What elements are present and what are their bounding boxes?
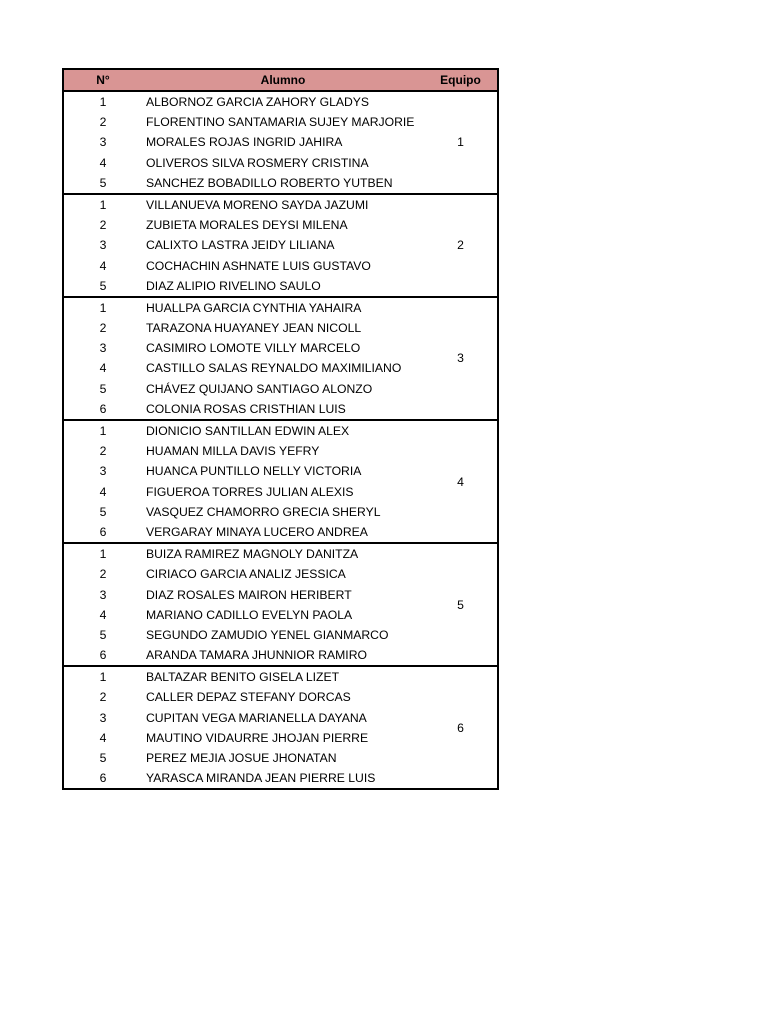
student-name: ZUBIETA MORALES DEYSI MILENA: [146, 218, 348, 233]
team-group: [64, 544, 497, 667]
student-name: CASTILLO SALAS REYNALDO MAXIMILIANO: [146, 361, 402, 376]
table-row: [64, 667, 424, 687]
student-number: 3: [99, 587, 107, 602]
student-name: CHÁVEZ QUIJANO SANTIAGO ALONZO: [146, 381, 373, 396]
team-group: [64, 298, 497, 421]
team-group: [64, 195, 497, 298]
student-name: BALTAZAR BENITO GISELA LIZET: [146, 670, 340, 685]
student-name: CALIXTO LASTRA JEIDY LILIANA: [146, 238, 335, 253]
header-number: N°: [96, 73, 110, 87]
team-roster-table: [62, 68, 499, 790]
table-row: [64, 441, 424, 461]
team-group-rows: [64, 195, 424, 296]
student-name: ALBORNOZ GARCIA ZAHORY GLADYS: [146, 95, 370, 109]
student-name: CALLER DEPAZ STEFANY DORCAS: [146, 690, 351, 705]
student-number: 2: [99, 115, 107, 130]
student-name: PEREZ MEJIA JOSUE JHONATAN: [146, 751, 337, 765]
student-number: 5: [99, 175, 107, 190]
student-name: CIRIACO GARCIA ANALIZ JESSICA: [146, 567, 346, 582]
team-group: [64, 92, 497, 195]
student-number: 2: [99, 321, 107, 336]
student-name: MAUTINO VIDAURRE JHOJAN PIERRE: [146, 730, 369, 745]
student-number: 4: [99, 361, 107, 376]
student-number: 4: [99, 155, 107, 170]
student-number: 3: [99, 710, 107, 725]
team-group: [64, 421, 497, 544]
student-number: 6: [99, 524, 107, 539]
team-number: 6: [457, 720, 464, 735]
table-row: [64, 399, 424, 419]
table-row: [64, 298, 424, 318]
team-group-rows: [64, 421, 424, 542]
table-row: [64, 318, 424, 338]
team-group: [64, 667, 497, 788]
student-name: CASIMIRO LOMOTE VILLY MARCELO: [146, 341, 361, 356]
table-row: [64, 768, 424, 788]
table-row: [64, 235, 424, 255]
student-number: 3: [99, 238, 107, 253]
table-row: [64, 482, 424, 502]
student-number: 6: [99, 771, 107, 786]
table-row: [64, 708, 424, 728]
student-number: 3: [99, 464, 107, 479]
student-number: 5: [99, 504, 107, 519]
table-row: [64, 605, 424, 625]
table-row: [64, 421, 424, 441]
student-number: 5: [99, 751, 107, 765]
student-name: MORALES ROJAS INGRID JAHIRA: [146, 135, 343, 150]
table-row: [64, 195, 424, 215]
student-number: 2: [99, 690, 107, 705]
student-number: 1: [99, 95, 107, 109]
header-team: Equipo: [440, 73, 481, 87]
student-number: 2: [99, 444, 107, 459]
student-number: 6: [99, 648, 107, 663]
student-name: TARAZONA HUAYANEY JEAN NICOLL: [146, 321, 362, 336]
table-row: [64, 461, 424, 481]
table-row: [64, 338, 424, 358]
student-name: VERGARAY MINAYA LUCERO ANDREA: [146, 524, 368, 539]
student-name: FLORENTINO SANTAMARIA SUJEY MARJORIE: [146, 115, 415, 130]
student-number: 5: [99, 278, 107, 293]
student-number: 1: [99, 197, 107, 212]
team-number: 2: [457, 238, 464, 253]
student-name: HUALLPA GARCIA CYNTHIA YAHAIRA: [146, 300, 362, 315]
table-row: [64, 379, 424, 399]
table-row: [64, 625, 424, 645]
student-name: DIONICIO SANTILLAN EDWIN ALEX: [146, 424, 350, 438]
student-name: VASQUEZ CHAMORRO GRECIA SHERYL: [146, 504, 381, 519]
student-number: 4: [99, 258, 107, 273]
team-number: 3: [457, 351, 464, 366]
student-name: YARASCA MIRANDA JEAN PIERRE LUIS: [146, 771, 376, 786]
student-number: 5: [99, 381, 107, 396]
student-number: 3: [99, 135, 107, 150]
team-group-rows: [64, 92, 424, 193]
table-row: [64, 256, 424, 276]
table-row: [64, 132, 424, 152]
header-student: Alumno: [260, 73, 306, 87]
student-name: COCHACHIN ASHNATE LUIS GUSTAVO: [146, 258, 371, 273]
team-number: 5: [457, 597, 464, 612]
student-name: MARIANO CADILLO EVELYN PAOLA: [146, 607, 353, 622]
table-row: [64, 645, 424, 665]
table-row: [64, 564, 424, 584]
student-name: ARANDA TAMARA JHUNNIOR RAMIRO: [146, 648, 367, 663]
table-row: [64, 358, 424, 378]
table-row: [64, 502, 424, 522]
student-number: 3: [99, 341, 107, 356]
table-row: [64, 585, 424, 605]
student-number: 1: [99, 670, 107, 685]
table-row: [64, 92, 424, 112]
table-row: [64, 544, 424, 564]
student-number: 5: [99, 627, 107, 642]
table-row: [64, 215, 424, 235]
student-number: 1: [99, 424, 107, 438]
student-number: 6: [99, 401, 107, 416]
team-group-rows: [64, 298, 424, 419]
student-name: OLIVEROS SILVA ROSMERY CRISTINA: [146, 155, 369, 170]
student-name: CUPITAN VEGA MARIANELLA DAYANA: [146, 710, 367, 725]
student-name: FIGUEROA TORRES JULIAN ALEXIS: [146, 484, 354, 499]
table-row: [64, 522, 424, 542]
table-header: [64, 70, 497, 92]
table-row: [64, 687, 424, 707]
student-number: 2: [99, 218, 107, 233]
table-row: [64, 153, 424, 173]
student-name: HUAMAN MILLA DAVIS YEFRY: [146, 444, 320, 459]
student-name: VILLANUEVA MORENO SAYDA JAZUMI: [146, 197, 369, 212]
student-number: 4: [99, 484, 107, 499]
team-group-rows: [64, 667, 424, 788]
student-name: COLONIA ROSAS CRISTHIAN LUIS: [146, 401, 346, 416]
table-row: [64, 748, 424, 768]
student-number: 4: [99, 730, 107, 745]
student-number: 4: [99, 607, 107, 622]
student-number: 1: [99, 547, 107, 562]
student-name: DIAZ ROSALES MAIRON HERIBERT: [146, 587, 352, 602]
team-number: 4: [457, 474, 464, 489]
team-groups: [64, 92, 497, 788]
student-name: DIAZ ALIPIO RIVELINO SAULO: [146, 278, 321, 293]
table-row: [64, 276, 424, 296]
team-number: 1: [457, 135, 464, 150]
table-row: [64, 173, 424, 193]
student-name: BUIZA RAMIREZ MAGNOLY DANITZA: [146, 547, 359, 562]
student-name: HUANCA PUNTILLO NELLY VICTORIA: [146, 464, 362, 479]
student-name: SANCHEZ BOBADILLO ROBERTO YUTBEN: [146, 175, 393, 190]
student-name: SEGUNDO ZAMUDIO YENEL GIANMARCO: [146, 627, 389, 642]
student-number: 2: [99, 567, 107, 582]
student-number: 1: [99, 300, 107, 315]
team-group-rows: [64, 544, 424, 665]
table-row: [64, 112, 424, 132]
table-row: [64, 728, 424, 748]
